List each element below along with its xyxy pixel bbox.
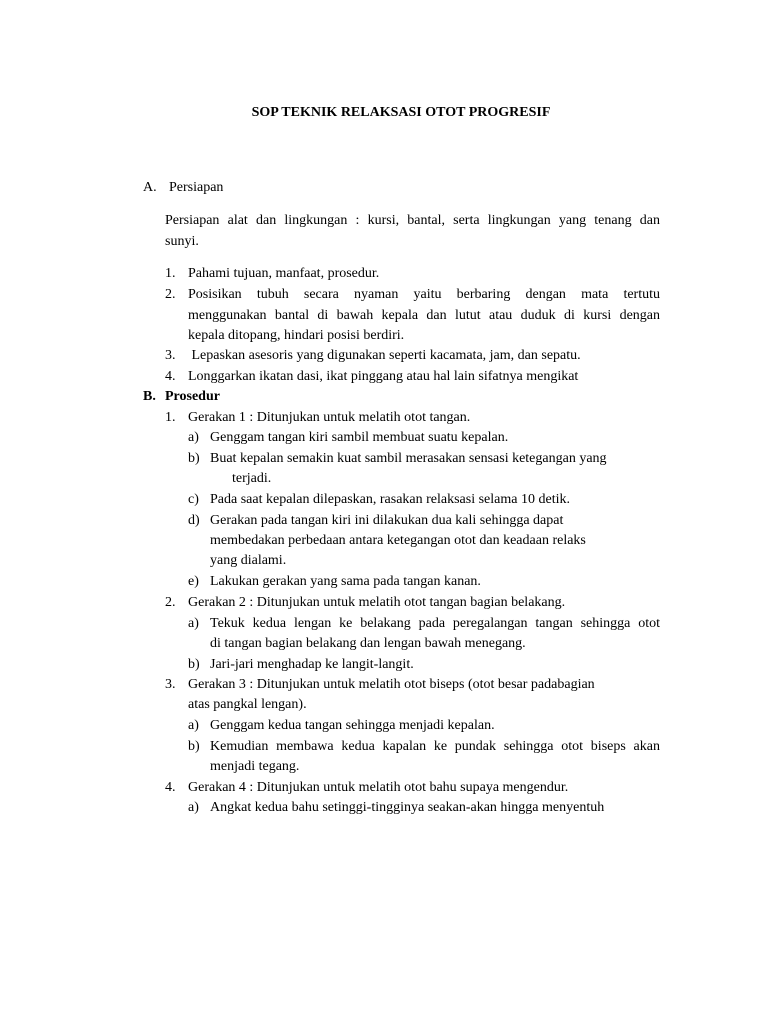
sub-item-letter: a) <box>188 430 199 445</box>
sub-item-text: Jari-jari menghadap ke langit-langit. <box>210 657 414 672</box>
step-text: atas pangkal lengan). <box>188 697 307 712</box>
list-item-number: 3. <box>165 348 176 363</box>
sub-item-text: terjadi. <box>232 471 272 486</box>
step-number: 1. <box>165 410 176 425</box>
list-item-text: Lepaskan asesoris yang digunakan seperti kacamata, jam, dan sepatu. <box>188 348 581 363</box>
sub-item-letter: a) <box>188 616 199 631</box>
sub-item-text: yang dialami. <box>210 553 287 568</box>
step-number: 4. <box>165 780 176 795</box>
sub-item-letter: d) <box>188 513 200 528</box>
list-item-number: 2. <box>165 287 176 302</box>
section-a-intro-line: sunyi. <box>165 234 199 249</box>
list-item-text: kepala ditopang, hindari posisi berdiri. <box>188 328 405 343</box>
sub-item-letter: b) <box>188 739 200 754</box>
sub-item-text: Tekuk kedua lengan ke belakang pada peregalangan tangan sehingga otot <box>210 616 660 631</box>
list-item-number: 1. <box>165 266 176 281</box>
sub-item-text: di tangan bagian belakang dan lengan bawah menegang. <box>210 636 526 651</box>
sub-item-letter: e) <box>188 574 199 589</box>
list-item-number: 4. <box>165 369 176 384</box>
list-item-text: Pahami tujuan, manfaat, prosedur. <box>188 266 380 281</box>
section-b-marker: B. <box>143 389 156 404</box>
sub-item-letter: a) <box>188 800 199 815</box>
step-number: 2. <box>165 595 176 610</box>
list-item-text: Posisikan tubuh secara nyaman yaitu berbaring dengan mata tertutu <box>188 287 660 302</box>
sub-item-text: Gerakan pada tangan kiri ini dilakukan dua kali sehingga dapat <box>210 513 564 528</box>
sub-item-letter: b) <box>188 451 200 466</box>
sub-item-letter: a) <box>188 718 199 733</box>
section-a-intro-line: Persiapan alat dan lingkungan : kursi, bantal, serta lingkungan yang tenang dan <box>165 213 660 228</box>
section-a-heading: Persiapan <box>169 180 224 195</box>
document-title: SOP TEKNIK RELAKSASI OTOT PROGRESIF <box>251 105 551 120</box>
step-text: Gerakan 4 : Ditunjukan untuk melatih otot bahu supaya mengendur. <box>188 780 569 795</box>
section-b-heading: Prosedur <box>165 389 220 404</box>
sub-item-letter: b) <box>188 657 200 672</box>
sub-item-text: Angkat kedua bahu setinggi-tingginya seakan-akan hingga menyentuh <box>210 800 605 815</box>
sub-item-text: menjadi tegang. <box>210 759 300 774</box>
sub-item-text: Buat kepalan semakin kuat sambil merasakan sensasi ketegangan yang <box>210 451 607 466</box>
sub-item-letter: c) <box>188 492 199 507</box>
sub-item-text: Pada saat kepalan dilepaskan, rasakan relaksasi selama 10 detik. <box>210 492 570 507</box>
step-text: Gerakan 2 : Ditunjukan untuk melatih otot tangan bagian belakang. <box>188 595 566 610</box>
step-number: 3. <box>165 677 176 692</box>
list-item-text: menggunakan bantal di bawah kepala dan lutut atau duduk di kursi dengan <box>188 308 660 323</box>
step-text: Gerakan 3 : Ditunjukan untuk melatih otot biseps (otot besar padabagian <box>188 677 595 692</box>
sub-item-text: Genggam tangan kiri sambil membuat suatu kepalan. <box>210 430 509 445</box>
sub-item-text: Kemudian membawa kedua kapalan ke pundak sehingga otot biseps akan <box>210 739 660 754</box>
section-a-marker: A. <box>143 180 157 195</box>
sub-item-text: Genggam kedua tangan sehingga menjadi kepalan. <box>210 718 495 733</box>
step-text: Gerakan 1 : Ditunjukan untuk melatih otot tangan. <box>188 410 471 425</box>
list-item-text: Longgarkan ikatan dasi, ikat pinggang atau hal lain sifatnya mengikat <box>188 369 579 384</box>
sub-item-text: Lakukan gerakan yang sama pada tangan kanan. <box>210 574 481 589</box>
sub-item-text: membedakan perbedaan antara ketegangan otot dan keadaan relaks <box>210 533 586 548</box>
